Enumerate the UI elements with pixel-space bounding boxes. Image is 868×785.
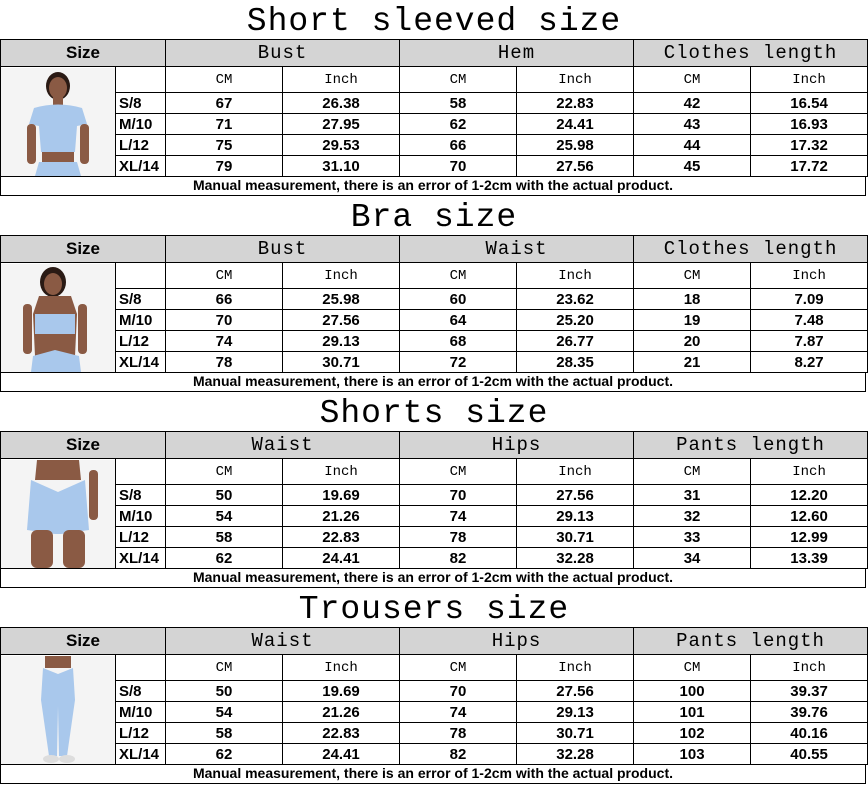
- value-cell: 7.48: [751, 310, 868, 331]
- size-cell: L/12: [116, 527, 166, 548]
- value-cell: 72: [400, 352, 517, 373]
- table-row: [1, 114, 868, 135]
- value-cell: 39.37: [751, 681, 868, 702]
- value-cell: 21.26: [283, 702, 400, 723]
- value-cell: 74: [400, 506, 517, 527]
- value-cell: 101: [634, 702, 751, 723]
- table-row: [1, 93, 868, 114]
- size-cell: L/12: [116, 135, 166, 156]
- size-cell: XL/14: [116, 548, 166, 569]
- value-cell: 102: [634, 723, 751, 744]
- size-section: [0, 588, 868, 784]
- value-cell: 24.41: [283, 548, 400, 569]
- value-cell: 19.69: [283, 485, 400, 506]
- size-blank-cell: [116, 459, 166, 485]
- value-cell: 39.76: [751, 702, 868, 723]
- table-row: [1, 506, 868, 527]
- value-cell: 70: [166, 310, 283, 331]
- table-row: [1, 352, 868, 373]
- measurement-note: Manual measurement, there is an error of 1-2cm with the actual product.: [0, 764, 866, 784]
- value-cell: 29.13: [517, 702, 634, 723]
- table-row: [1, 681, 868, 702]
- value-cell: 60: [400, 289, 517, 310]
- measure-group-header: Hips: [400, 432, 634, 459]
- value-cell: 7.09: [751, 289, 868, 310]
- table-row: [1, 485, 868, 506]
- value-cell: 44: [634, 135, 751, 156]
- size-header: Size: [1, 432, 166, 459]
- value-cell: 12.60: [751, 506, 868, 527]
- value-cell: 29.53: [283, 135, 400, 156]
- unit-inch: Inch: [517, 263, 634, 289]
- value-cell: 58: [166, 723, 283, 744]
- size-table: [0, 627, 868, 765]
- size-cell: L/12: [116, 723, 166, 744]
- value-cell: 75: [166, 135, 283, 156]
- value-cell: 31: [634, 485, 751, 506]
- measure-group-header: Hem: [400, 40, 634, 67]
- value-cell: 25.98: [517, 135, 634, 156]
- value-cell: 17.32: [751, 135, 868, 156]
- value-cell: 24.41: [283, 744, 400, 765]
- unit-cm: CM: [166, 655, 283, 681]
- value-cell: 30.71: [283, 352, 400, 373]
- unit-inch: Inch: [517, 67, 634, 93]
- table-row: [1, 331, 868, 352]
- value-cell: 74: [166, 331, 283, 352]
- value-cell: 24.41: [517, 114, 634, 135]
- unit-cm: CM: [634, 459, 751, 485]
- measure-group-header: Clothes length: [634, 236, 868, 263]
- value-cell: 31.10: [283, 156, 400, 177]
- table-row: [1, 548, 868, 569]
- size-table: [0, 431, 868, 569]
- size-blank-cell: [116, 263, 166, 289]
- section-title: Short sleeved size: [246, 3, 622, 40]
- table-row: [1, 744, 868, 765]
- value-cell: 20: [634, 331, 751, 352]
- tshirt-model-photo: [1, 67, 116, 177]
- measurement-note: Manual measurement, there is an error of 1-2cm with the actual product.: [0, 372, 866, 392]
- measurement-note: Manual measurement, there is an error of 1-2cm with the actual product.: [0, 568, 866, 588]
- value-cell: 33: [634, 527, 751, 548]
- value-cell: 70: [400, 681, 517, 702]
- value-cell: 32: [634, 506, 751, 527]
- value-cell: 71: [166, 114, 283, 135]
- trousers-model-photo: [1, 655, 116, 765]
- unit-cm: CM: [634, 655, 751, 681]
- size-cell: M/10: [116, 114, 166, 135]
- value-cell: 32.28: [517, 548, 634, 569]
- unit-inch: Inch: [283, 67, 400, 93]
- value-cell: 34: [634, 548, 751, 569]
- value-cell: 8.27: [751, 352, 868, 373]
- value-cell: 58: [166, 527, 283, 548]
- value-cell: 27.56: [517, 156, 634, 177]
- size-section: [0, 392, 868, 588]
- size-cell: XL/14: [116, 744, 166, 765]
- unit-cm: CM: [400, 459, 517, 485]
- value-cell: 28.35: [517, 352, 634, 373]
- unit-cm: CM: [400, 67, 517, 93]
- value-cell: 64: [400, 310, 517, 331]
- size-header: Size: [1, 236, 166, 263]
- unit-cm: CM: [634, 67, 751, 93]
- unit-cm: CM: [400, 263, 517, 289]
- value-cell: 43: [634, 114, 751, 135]
- unit-inch: Inch: [517, 655, 634, 681]
- measure-group-header: Pants length: [634, 628, 868, 655]
- value-cell: 66: [400, 135, 517, 156]
- unit-inch: Inch: [283, 263, 400, 289]
- value-cell: 12.20: [751, 485, 868, 506]
- value-cell: 27.95: [283, 114, 400, 135]
- value-cell: 21.26: [283, 506, 400, 527]
- value-cell: 32.28: [517, 744, 634, 765]
- value-cell: 50: [166, 485, 283, 506]
- unit-cm: CM: [166, 459, 283, 485]
- table-row: [1, 702, 868, 723]
- value-cell: 40.55: [751, 744, 868, 765]
- value-cell: 70: [400, 485, 517, 506]
- size-table: [0, 39, 868, 177]
- value-cell: 30.71: [517, 723, 634, 744]
- value-cell: 16.93: [751, 114, 868, 135]
- measure-group-header: Waist: [166, 628, 400, 655]
- unit-cm: CM: [634, 263, 751, 289]
- value-cell: 19.69: [283, 681, 400, 702]
- size-blank-cell: [116, 655, 166, 681]
- measure-group-header: Bust: [166, 40, 400, 67]
- size-cell: M/10: [116, 506, 166, 527]
- measurement-note: Manual measurement, there is an error of 1-2cm with the actual product.: [0, 176, 866, 196]
- size-cell: S/8: [116, 289, 166, 310]
- value-cell: 13.39: [751, 548, 868, 569]
- measure-group-header: Clothes length: [634, 40, 868, 67]
- value-cell: 68: [400, 331, 517, 352]
- value-cell: 16.54: [751, 93, 868, 114]
- size-table: [0, 235, 868, 373]
- table-row: [1, 310, 868, 331]
- size-cell: S/8: [116, 681, 166, 702]
- value-cell: 78: [400, 723, 517, 744]
- value-cell: 12.99: [751, 527, 868, 548]
- value-cell: 54: [166, 506, 283, 527]
- value-cell: 18: [634, 289, 751, 310]
- value-cell: 23.62: [517, 289, 634, 310]
- unit-inch: Inch: [517, 459, 634, 485]
- unit-inch: Inch: [751, 459, 868, 485]
- size-header: Size: [1, 628, 166, 655]
- value-cell: 103: [634, 744, 751, 765]
- unit-inch: Inch: [751, 67, 868, 93]
- value-cell: 45: [634, 156, 751, 177]
- value-cell: 22.83: [283, 527, 400, 548]
- value-cell: 29.13: [517, 506, 634, 527]
- value-cell: 27.56: [517, 681, 634, 702]
- value-cell: 74: [400, 702, 517, 723]
- unit-inch: Inch: [751, 655, 868, 681]
- table-row: [1, 723, 868, 744]
- value-cell: 21: [634, 352, 751, 373]
- value-cell: 42: [634, 93, 751, 114]
- value-cell: 62: [400, 114, 517, 135]
- measure-group-header: Pants length: [634, 432, 868, 459]
- value-cell: 50: [166, 681, 283, 702]
- value-cell: 7.87: [751, 331, 868, 352]
- value-cell: 58: [400, 93, 517, 114]
- size-cell: M/10: [116, 310, 166, 331]
- size-cell: XL/14: [116, 352, 166, 373]
- unit-inch: Inch: [751, 263, 868, 289]
- value-cell: 17.72: [751, 156, 868, 177]
- value-cell: 70: [400, 156, 517, 177]
- measure-group-header: Waist: [400, 236, 634, 263]
- size-section: [0, 0, 868, 196]
- section-title: Shorts size: [319, 395, 549, 432]
- value-cell: 22.83: [283, 723, 400, 744]
- section-title: Trousers size: [298, 591, 570, 628]
- value-cell: 19: [634, 310, 751, 331]
- measure-group-header: Bust: [166, 236, 400, 263]
- size-cell: XL/14: [116, 156, 166, 177]
- value-cell: 26.77: [517, 331, 634, 352]
- unit-cm: CM: [166, 263, 283, 289]
- value-cell: 62: [166, 744, 283, 765]
- size-header: Size: [1, 40, 166, 67]
- measure-group-header: Waist: [166, 432, 400, 459]
- size-section: [0, 196, 868, 392]
- value-cell: 27.56: [283, 310, 400, 331]
- value-cell: 54: [166, 702, 283, 723]
- value-cell: 78: [400, 527, 517, 548]
- value-cell: 29.13: [283, 331, 400, 352]
- value-cell: 30.71: [517, 527, 634, 548]
- shorts-model-photo: [1, 459, 116, 569]
- value-cell: 78: [166, 352, 283, 373]
- section-title: Bra size: [350, 199, 518, 236]
- size-blank-cell: [116, 67, 166, 93]
- value-cell: 79: [166, 156, 283, 177]
- value-cell: 25.20: [517, 310, 634, 331]
- unit-cm: CM: [400, 655, 517, 681]
- value-cell: 62: [166, 548, 283, 569]
- unit-inch: Inch: [283, 459, 400, 485]
- table-row: [1, 527, 868, 548]
- table-row: [1, 135, 868, 156]
- size-cell: S/8: [116, 93, 166, 114]
- unit-inch: Inch: [283, 655, 400, 681]
- size-cell: M/10: [116, 702, 166, 723]
- value-cell: 25.98: [283, 289, 400, 310]
- bra-model-photo: [1, 263, 116, 373]
- value-cell: 82: [400, 744, 517, 765]
- value-cell: 40.16: [751, 723, 868, 744]
- value-cell: 100: [634, 681, 751, 702]
- unit-cm: CM: [166, 67, 283, 93]
- value-cell: 82: [400, 548, 517, 569]
- value-cell: 22.83: [517, 93, 634, 114]
- table-row: [1, 156, 868, 177]
- value-cell: 66: [166, 289, 283, 310]
- value-cell: 26.38: [283, 93, 400, 114]
- value-cell: 67: [166, 93, 283, 114]
- value-cell: 27.56: [517, 485, 634, 506]
- size-cell: S/8: [116, 485, 166, 506]
- table-row: [1, 289, 868, 310]
- measure-group-header: Hips: [400, 628, 634, 655]
- size-cell: L/12: [116, 331, 166, 352]
